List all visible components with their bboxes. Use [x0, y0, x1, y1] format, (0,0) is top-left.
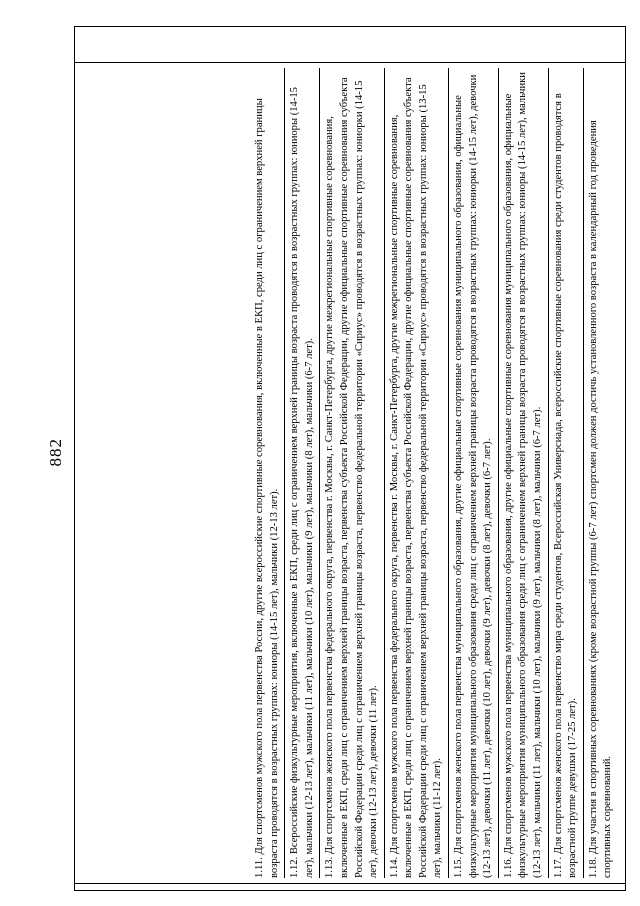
table-left-column — [75, 27, 625, 63]
paragraph-1-13: 1.13. Для спортсменов женского пола первенства федерального округа, первенства г. Москвы, г. Санкт-Петербурга, другие межрегиональные спортивные соревнования, включенные в ЕКП, среди лиц с ограничением верхней границы возраста, первенства субъекта Российской Федерации, другие официальные спортивные соревнования субъекта Российской Федерации среди лиц с ограничением верхней границы возраста, первенство федеральной территории «Сириус» проводятся в возрастных группах: юниорки (14-15 лет), девочки (12-13 лет), девочки (11 лет). — [323, 68, 384, 878]
page-number: 882 — [46, 438, 65, 467]
table-right-column — [75, 883, 625, 890]
paragraph-1-16: 1.16. Для спортсменов мужского пола первенства муниципального образования, другие официальные спортивные соревнования муниципального образования, официальные физкультурные мероприятия муниципального образования среди лиц с ограничением верхней границы возраста проводятся в возрастных группах: юниоры (14-15 лет), мальчики (12-13 лет), мальчики (11 лет), мальчики (10 лет), мальчики (9 лет), мальчики (8 лет), мальчики (6-7 лет). — [502, 68, 549, 878]
paragraph-list — [253, 68, 621, 878]
paragraph-1-17: 1.17. Для спортсменов женского пола первенство мира среди студентов, Всероссийская Универсиада, всероссийские спортивные соревнования среди студентов проводятся в возрастной группе девушки (17-25 лет). — [552, 68, 584, 878]
paragraph-1-11: 1.11. Для спортсменов мужского пола первенства России, другие всероссийские спортивные соревнования, включенные в ЕКП, среди лиц с ограничением верхней границы возраста проводятся в возрастных группах: юниоры (14-15 лет), мальчики (12-13 лет). — [253, 68, 285, 878]
paragraph-1-14: 1.14. Для спортсменов мужского пола первенства федерального округа, первенства г. Москвы, г. Санкт-Петербурга, другие межрегиональные спортивные соревнования, включенные в ЕКП, среди лиц с ограничением верхней границы возраста, первенства субъекта Российской Федерации, другие официальные спортивные соревнования субъекта Российской Федерации среди лиц с ограничением верхней границы возраста, первенство федеральной территории «Сириус» проводятся в возрастных группах: юниоры (13-15 лет), мальчики (11-12 лет). — [388, 68, 449, 878]
table-content-cell — [75, 64, 623, 884]
paragraph-1-12: 1.12. Всероссийские физкультурные мероприятия, включенные в ЕКП, среди лиц с ограничением верхней границы возраста проводятся в возрастных группах: юниоры (14-15 лет), мальчики (12-13 лет), мальчики (11 лет), мальчики (10 лет), мальчики (9 лет), мальчики (8 лет), мальчики (6-7 лет). — [288, 68, 320, 878]
paragraph-1-18: 1.18. Для участия в спортивных соревнованиях (кроме возрастной группы (6-7 лет) спортсмен должен достичь установленного возраста в календарный год проведения спортивных соревнований. — [587, 120, 614, 878]
paragraph-1-15: 1.15. Для спортсменов женского пола первенства муниципального образования, другие официальные спортивные соревнования муниципального образования, официальные физкультурные мероприятия муниципального образования среди лиц с ограничением верхней границы возраста проводятся в возрастных группах: юниорки (14-15 лет), девочки (12-13 лет), девочки (11 лет), девочки (10 лет), девочки (9 лет), девочки (8 лет), девочки (6-7 лет). — [452, 68, 499, 878]
rules-table — [74, 26, 626, 891]
